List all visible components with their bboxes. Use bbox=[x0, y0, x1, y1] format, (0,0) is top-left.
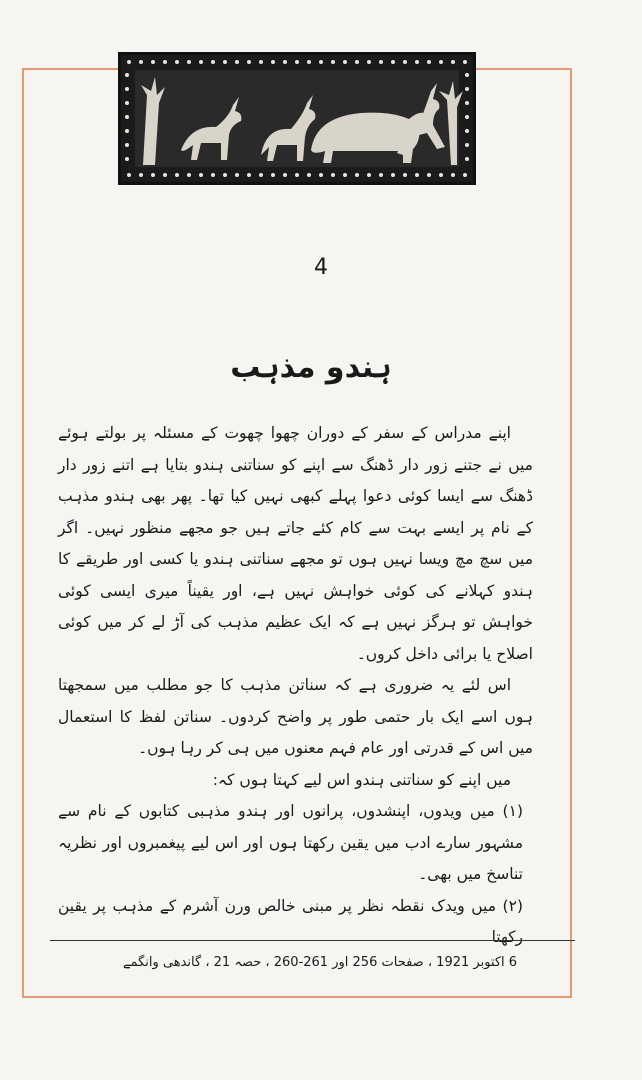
chapter-number: 4 bbox=[314, 255, 328, 280]
paragraph: اپنے مدراس کے سفر کے دوران چھوا چھوت کے مسئلہ پر بولتے ہوئے میں نے جتنے زور دار ڈھنگ سے اپنے کو سناتنی ہندو بتایا ہے اتنے زور دار ڈھنگ سے ایسا کوئی دعوا پہلے کبھی نہیں کیا تھا۔ پھر بھی ہندو مذہب کے نام پر ایسے بہت سے کام کئے جاتے ہیں جو مجھے منظور نہیں۔ اگر میں سچ مچ ویسا نہیں ہوں تو مجھے سناتنی ہندو یا کسی اور طریقے کا ہندو کہلانے کی کوئی خواہش نہیں ہے، اور یقیناً میری ایسی کوئی خواہش تو ہرگز نہیں ہے کہ ایک عظیم مذہب کی آڑ لے کر میں کوئی اصلاح یا برائی داخل کروں۔ bbox=[58, 424, 533, 663]
animal-frieze-illustration bbox=[121, 55, 473, 182]
list-item bbox=[58, 891, 533, 954]
decorative-animal-frieze bbox=[118, 52, 476, 185]
chapter-title: ہندو مذہب bbox=[230, 350, 392, 385]
list-marker: (۱) bbox=[502, 802, 523, 820]
footnote-divider bbox=[50, 940, 575, 941]
list-item bbox=[58, 796, 533, 891]
list-marker: (۲) bbox=[502, 896, 523, 915]
list-text: میں ویدوں، اپنشدوں، پرانوں اور ہندو مذہبی کتابوں کے نام سے مشہور سارے ادب میں یقین رکھتا ہوں اور اس لیے پیغمبروں اور نظریہ تناسخ میں بھی۔ bbox=[58, 802, 523, 883]
footnote: 6 اکتوبر 1921 ، صفحات 256 اور 261-260 ، حصہ 21 ، گاندھی وانگمے bbox=[122, 955, 518, 970]
chapter-body bbox=[58, 418, 533, 954]
paragraph: میں اپنے کو سناتنی ہندو اس لیے کہتا ہوں کہ: bbox=[212, 770, 511, 789]
list-text: میں ویدک نقطہ نظر پر مبنی خالص ورن آشرم کے مذہب پر یقین رکھتا bbox=[58, 896, 523, 946]
paragraph: اس لئے یہ ضروری ہے کہ سناتن مذہب کا جو مطلب میں سمجھتا ہوں اسے ایک بار حتمی طور پر واضح کردوں۔ سناتن لفظ کا استعمال میں اس کے قدرتی اور عام فہم معنوں میں ہی کر رہا ہوں۔ bbox=[58, 676, 533, 757]
